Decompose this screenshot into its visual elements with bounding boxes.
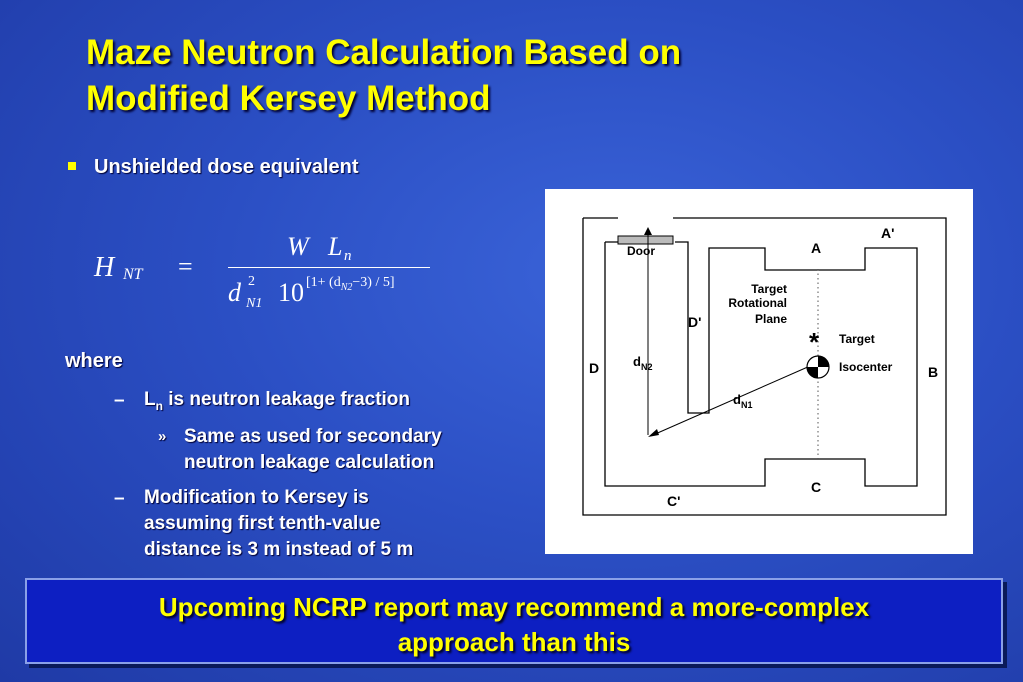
label-isocenter: Isocenter: [839, 360, 893, 374]
slide-title: [86, 30, 846, 122]
door-icon: [618, 236, 673, 244]
formula-denom-sub: N1: [246, 296, 263, 311]
item-leakage-fraction: $L_n$ is neutron leakage fraction: [144, 389, 411, 413]
formula-num-l-sub: n: [344, 248, 352, 264]
bullet-unshielded: [68, 156, 359, 179]
label-c-prime: C': [667, 493, 681, 509]
formula-num-w: W: [287, 232, 309, 261]
sub-marker: »: [158, 428, 167, 445]
arrow-up-icon: [644, 227, 652, 235]
label-target-rot-1: Target: [751, 282, 787, 296]
label-d-prime: D': [688, 314, 702, 330]
formula-exponent: $[1+ (d_{N2}-3) / 5]$: [306, 275, 395, 293]
label-dn2: $d_{N2}$: [633, 354, 653, 372]
dash-marker: –: [114, 390, 125, 411]
arrow-head-icon: [648, 429, 659, 437]
banner-text: Upcoming NCRP report may recommend a more-complex approach than this: [158, 592, 870, 657]
slide-title-line1: Maze Neutron Calculation Based on: [86, 33, 682, 72]
label-target: Target: [839, 332, 875, 346]
isocenter-icon: [807, 356, 829, 378]
bullet-text: Unshielded dose equivalent: [94, 156, 359, 178]
target-star: *: [809, 327, 820, 357]
label-c: C: [811, 479, 822, 495]
label-a-prime: A': [881, 225, 895, 241]
formula-denom-d: d: [228, 278, 241, 307]
label-a: A: [811, 240, 822, 256]
dash-marker-2: –: [114, 488, 125, 509]
item-kersey-modification: Modification to Kersey is assuming first tenth-value distance is 3 m instead of 5 m: [144, 487, 414, 560]
formula-equals: =: [178, 252, 193, 281]
label-target-rot-3: Plane: [754, 312, 787, 326]
dose-equation: [90, 228, 450, 318]
where-label: where: [65, 350, 123, 372]
formula-denom-ten: 10: [278, 278, 304, 307]
formula-denom-sup: 2: [248, 274, 255, 289]
formula-lhs-sub: NT: [123, 266, 143, 283]
item-secondary-leakage: Same as used for secondary neutron leakage calculation: [184, 426, 442, 473]
label-b: B: [928, 364, 939, 380]
ncrp-banner: [25, 578, 1003, 664]
label-door: Door: [627, 244, 655, 258]
slide-title-line2: Modified Kersey Method: [86, 79, 491, 118]
formula-lhs: H: [94, 252, 115, 283]
fraction-bar: [228, 267, 430, 268]
maze-diagram: [545, 189, 973, 554]
formula-num-l: L: [328, 232, 343, 261]
label-dn1: $d_{N1}$: [733, 392, 753, 410]
label-target-rot-2: Rotational: [728, 296, 787, 310]
square-bullet-icon: [68, 162, 76, 170]
label-d: D: [589, 360, 600, 376]
